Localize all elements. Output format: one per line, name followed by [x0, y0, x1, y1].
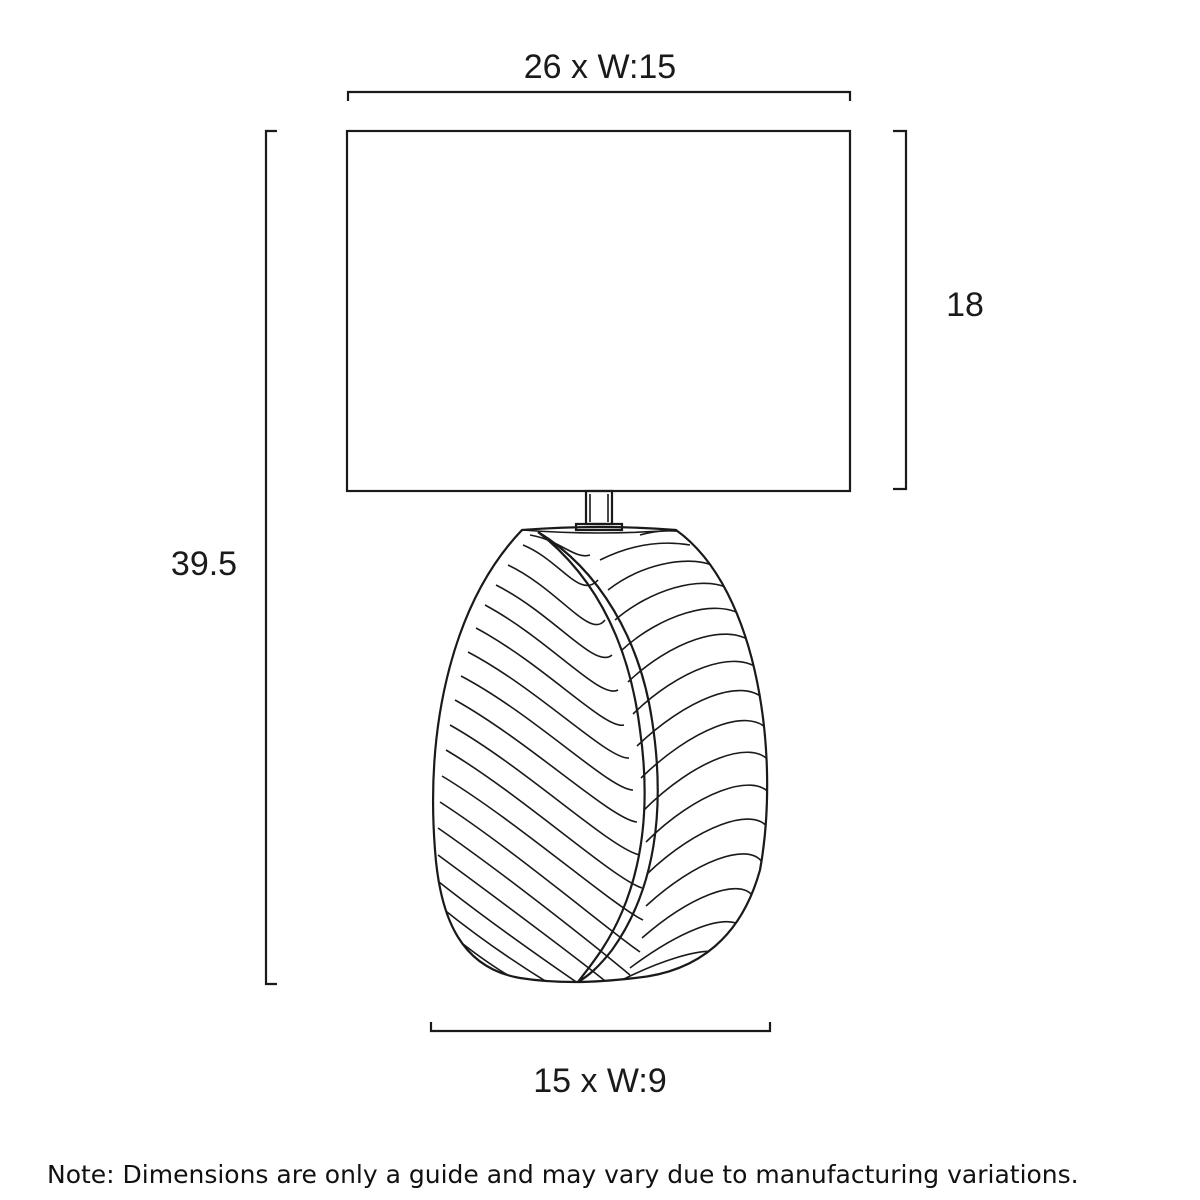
base-width-label: 15 x W:9 — [533, 1062, 667, 1100]
base-width-bracket — [431, 1022, 770, 1031]
shade-height-bracket — [893, 131, 906, 489]
overall-height-bracket — [266, 131, 277, 984]
lamp-neck — [576, 491, 622, 530]
central-leaf-rib — [538, 532, 658, 982]
base-outline — [433, 527, 767, 982]
shade-width-bracket — [348, 92, 850, 101]
overall-height-label: 39.5 — [170, 545, 238, 583]
left-swirl-pattern — [438, 535, 643, 990]
lamp-shade — [347, 131, 850, 491]
dimension-note: Note: Dimensions are only a guide and may vary due to manufacturing variations. — [47, 1160, 1079, 1189]
shade-height-label: 18 — [946, 286, 984, 324]
lamp-base — [433, 527, 770, 990]
shade-width-label: 26 x W:15 — [523, 48, 677, 86]
